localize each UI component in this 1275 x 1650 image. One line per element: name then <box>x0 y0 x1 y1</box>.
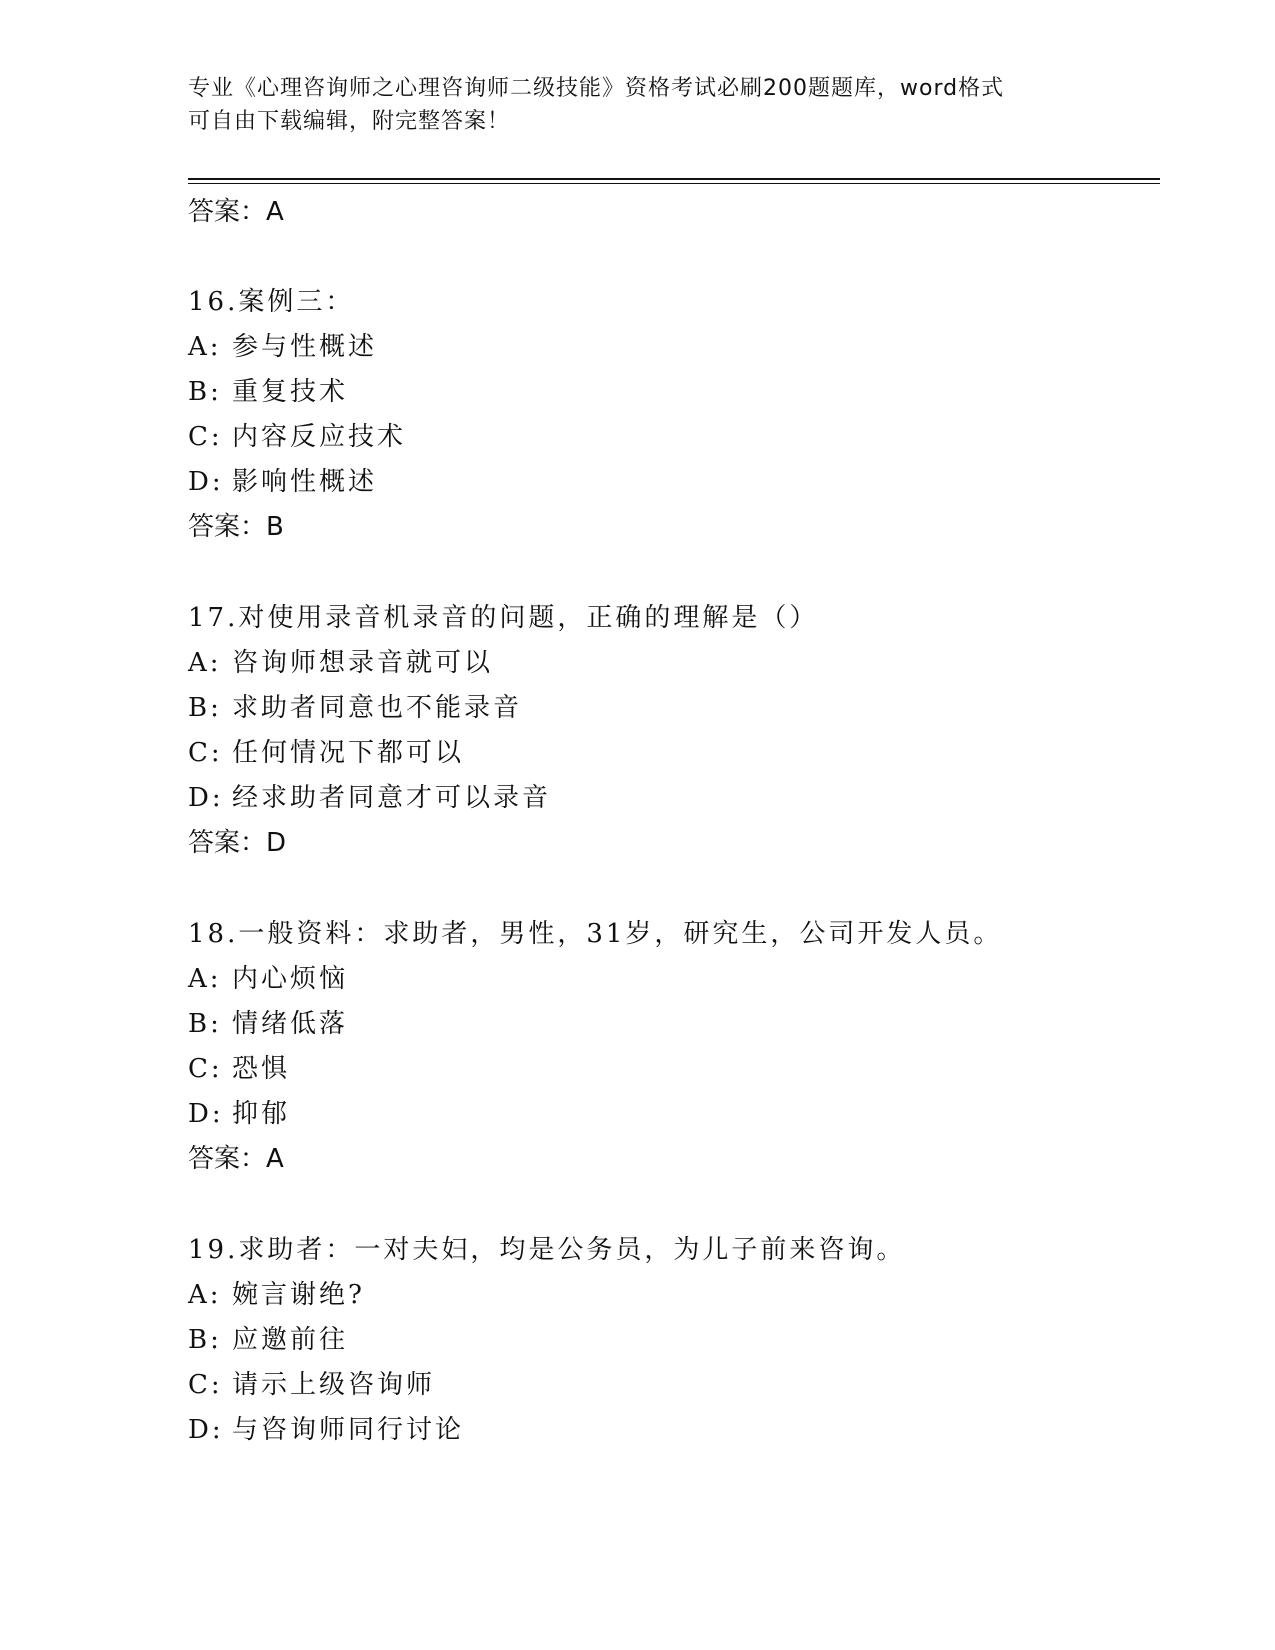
spacer <box>188 235 1168 280</box>
option-letter: C: <box>188 738 223 768</box>
option-text: 婉言谢绝? <box>232 1280 365 1310</box>
option-text: 内心烦恼 <box>232 964 349 994</box>
answer-line: 答案：A <box>188 197 284 227</box>
option-text: 求助者同意也不能录音 <box>232 693 523 723</box>
option-letter: D: <box>188 467 224 497</box>
option-c <box>188 415 1168 460</box>
option-letter: B: <box>188 693 222 723</box>
option-text: 应邀前往 <box>232 1325 349 1355</box>
option-b <box>188 1318 1168 1363</box>
option-letter: D: <box>188 1415 224 1445</box>
header-rule-thick <box>188 178 1160 180</box>
option-letter: B: <box>188 1325 222 1355</box>
option-a <box>188 1273 1168 1318</box>
option-letter: D: <box>188 783 224 813</box>
option-letter: A: <box>188 648 222 678</box>
question-block <box>188 912 1168 1182</box>
option-d <box>188 1408 1168 1453</box>
question-stem: 16.案例三： <box>188 287 355 317</box>
question-block <box>188 1228 1168 1453</box>
option-text: 经求助者同意才可以录音 <box>232 783 552 813</box>
option-text: 任何情况下都可以 <box>232 738 465 768</box>
spacer <box>188 550 1168 596</box>
option-d <box>188 460 1168 505</box>
option-letter: A: <box>188 1280 222 1310</box>
question-stem: 18.一般资料：求助者，男性，31岁，研究生，公司开发人员。 <box>188 919 1003 949</box>
question-block <box>188 596 1168 866</box>
option-d <box>188 1092 1168 1137</box>
answer-line: 答案：D <box>188 828 287 858</box>
option-letter: C: <box>188 1054 223 1084</box>
question-list <box>188 190 1168 1453</box>
option-c <box>188 731 1168 776</box>
option-letter: B: <box>188 377 222 407</box>
page-header <box>188 72 1088 138</box>
option-text: 参与性概述 <box>232 332 378 362</box>
option-c <box>188 1363 1168 1408</box>
option-a <box>188 957 1168 1002</box>
option-a <box>188 641 1168 686</box>
answer-line: 答案：B <box>188 512 284 542</box>
spacer <box>188 866 1168 912</box>
spacer <box>188 1182 1168 1228</box>
option-text: 影响性概述 <box>232 467 378 497</box>
question-block <box>188 280 1168 550</box>
option-b <box>188 686 1168 731</box>
header-line-2: 可自由下载编辑，附完整答案！ <box>188 109 511 134</box>
option-c <box>188 1047 1168 1092</box>
option-letter: B: <box>188 1009 222 1039</box>
option-letter: A: <box>188 964 222 994</box>
header-rule-thin <box>188 183 1160 184</box>
option-text: 请示上级咨询师 <box>232 1370 436 1400</box>
option-text: 内容反应技术 <box>232 422 407 452</box>
option-letter: C: <box>188 1370 223 1400</box>
option-text: 恐惧 <box>232 1054 291 1084</box>
option-b <box>188 370 1168 415</box>
option-text: 情绪低落 <box>232 1009 349 1039</box>
option-a <box>188 325 1168 370</box>
option-text: 重复技术 <box>232 377 349 407</box>
question-stem: 17.对使用录音机录音的问题，正确的理解是（） <box>188 603 819 633</box>
header-line-1: 专业《心理咨询师之心理咨询师二级技能》资格考试必刷200题题库，word格式 <box>188 76 1005 101</box>
option-text: 咨询师想录音就可以 <box>232 648 494 678</box>
option-b <box>188 1002 1168 1047</box>
option-text: 与咨询师同行讨论 <box>232 1415 465 1445</box>
option-letter: C: <box>188 422 223 452</box>
option-letter: A: <box>188 332 222 362</box>
option-letter: D: <box>188 1099 224 1129</box>
option-d <box>188 776 1168 821</box>
question-stem: 19.求助者：一对夫妇，均是公务员，为儿子前来咨询。 <box>188 1235 906 1265</box>
option-text: 抑郁 <box>232 1099 291 1129</box>
answer-line: 答案：A <box>188 1144 284 1174</box>
